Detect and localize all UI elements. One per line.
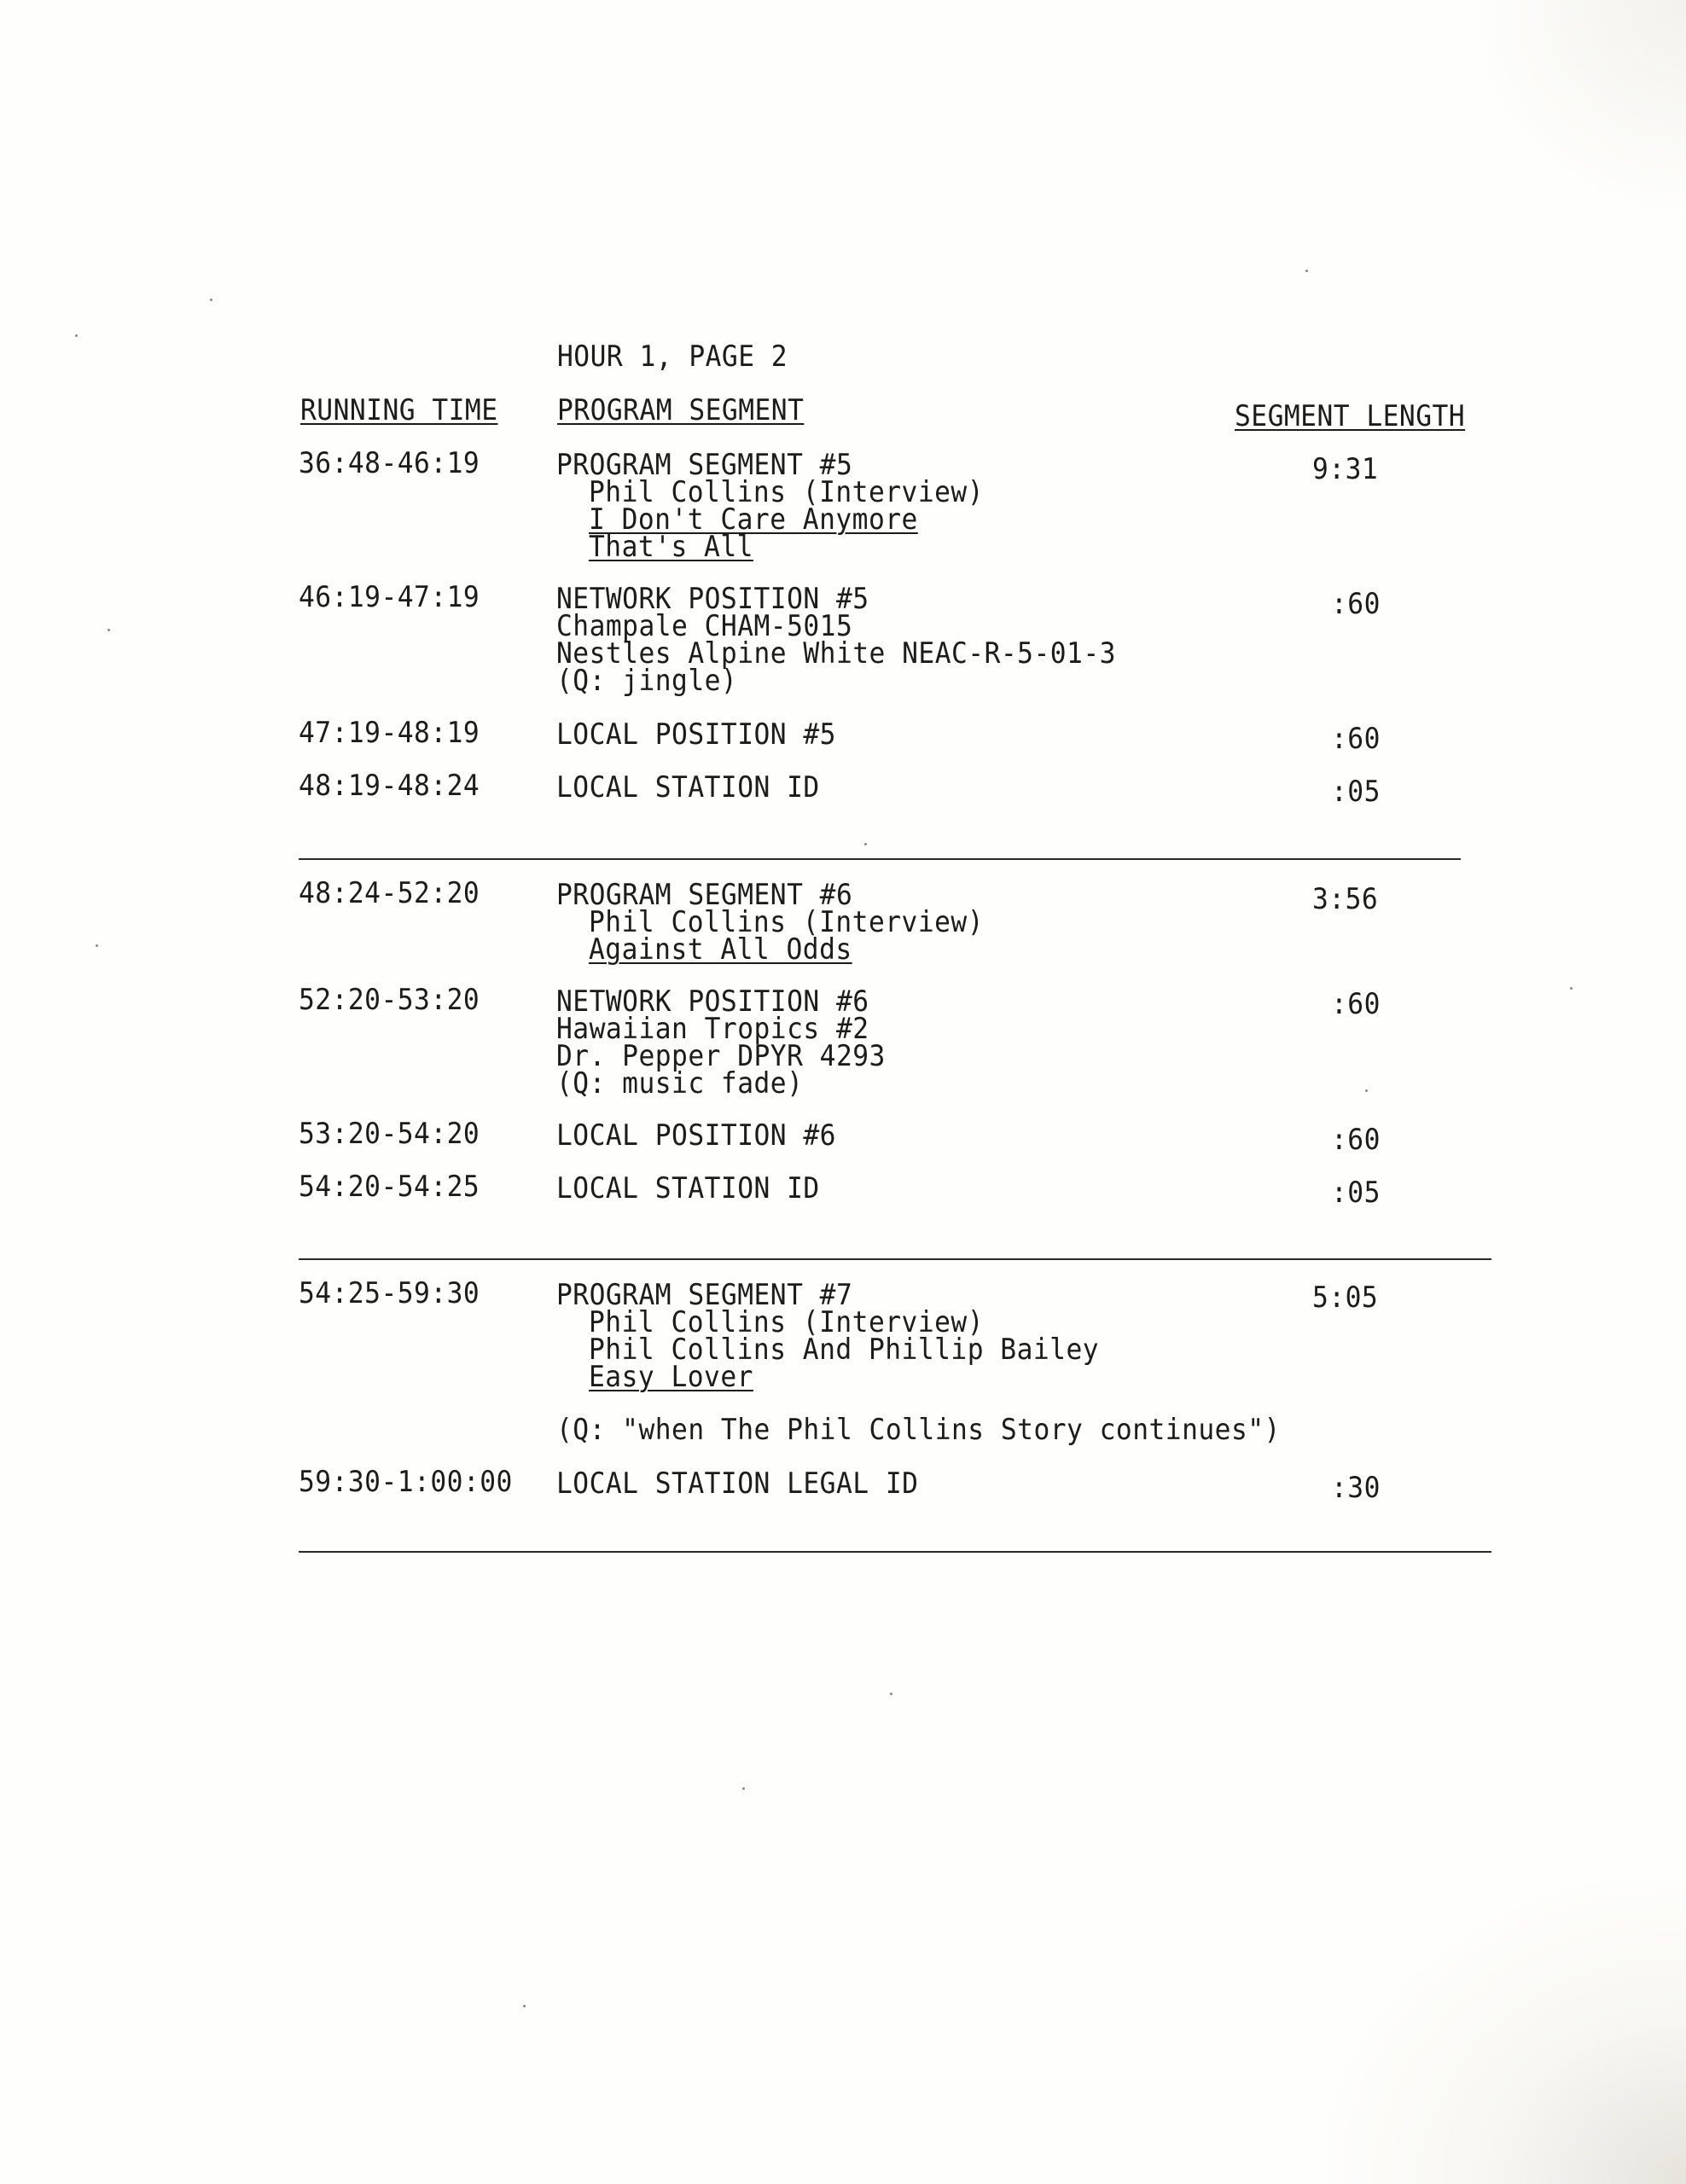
row-time: 53:20-54:20 bbox=[299, 1117, 480, 1151]
program-segment-header: PROGRAM SEGMENT bbox=[557, 393, 805, 427]
song-title: Easy Lover bbox=[589, 1360, 753, 1394]
row-time: 48:24-52:20 bbox=[299, 876, 480, 910]
dust-speck bbox=[1570, 987, 1573, 990]
dust-speck bbox=[108, 629, 110, 631]
page-label: HOUR 1, PAGE 2 bbox=[557, 340, 788, 374]
row-detail: Phil Collins (Interview) bbox=[589, 475, 985, 509]
row-title: PROGRAM SEGMENT #5 bbox=[556, 448, 853, 482]
row-detail: Hawaiian Tropics #2 bbox=[556, 1012, 869, 1046]
row-length: 5:05 bbox=[1312, 1281, 1379, 1315]
row-time: 46:19-47:19 bbox=[299, 580, 480, 614]
paper-shadow-top bbox=[1464, 0, 1686, 222]
row-time: 47:19-48:19 bbox=[299, 716, 480, 750]
row-length: :60 bbox=[1331, 587, 1381, 621]
dust-speck bbox=[1305, 270, 1308, 272]
segment-length-header: SEGMENT LENGTH bbox=[1235, 399, 1466, 433]
row-detail: Phil Collins (Interview) bbox=[589, 905, 985, 939]
running-time-header: RUNNING TIME bbox=[300, 393, 498, 427]
section-divider bbox=[299, 1258, 1491, 1260]
section-divider bbox=[299, 858, 1461, 860]
song-title: Against All Odds bbox=[589, 932, 852, 967]
row-title: PROGRAM SEGMENT #7 bbox=[556, 1278, 853, 1312]
row-length: :05 bbox=[1331, 1176, 1381, 1210]
row-title: LOCAL STATION LEGAL ID bbox=[556, 1467, 919, 1501]
dust-speck bbox=[864, 843, 867, 845]
row-length: :30 bbox=[1331, 1471, 1381, 1505]
row-detail: Champale CHAM-5015 bbox=[556, 609, 853, 643]
row-time: 36:48-46:19 bbox=[299, 446, 480, 480]
song-title: That's All bbox=[589, 530, 753, 564]
row-length: 9:31 bbox=[1312, 452, 1379, 486]
paper-shadow-bottom bbox=[1328, 1877, 1686, 2184]
row-title: LOCAL POSITION #6 bbox=[556, 1118, 836, 1153]
row-detail: Phil Collins And Phillip Bailey bbox=[589, 1333, 1100, 1367]
dust-speck bbox=[742, 1787, 745, 1790]
row-time: 54:20-54:25 bbox=[299, 1170, 480, 1204]
dust-speck bbox=[523, 2005, 526, 2007]
row-length: :60 bbox=[1331, 1123, 1381, 1157]
row-detail: (Q: music fade) bbox=[556, 1066, 804, 1101]
dust-speck bbox=[75, 334, 78, 337]
row-detail: (Q: jingle) bbox=[556, 664, 738, 698]
row-time: 59:30-1:00:00 bbox=[299, 1465, 513, 1499]
dust-speck bbox=[890, 1693, 892, 1695]
row-title: NETWORK POSITION #5 bbox=[556, 582, 869, 616]
dust-speck bbox=[1365, 1089, 1368, 1092]
dust-speck bbox=[210, 299, 212, 301]
dust-speck bbox=[96, 944, 98, 947]
row-detail: Dr. Pepper DPYR 4293 bbox=[556, 1039, 886, 1073]
cue-line: (Q: "when The Phil Collins Story continues") bbox=[556, 1413, 1281, 1447]
row-title: LOCAL STATION ID bbox=[556, 1171, 820, 1205]
section-divider bbox=[299, 1551, 1491, 1553]
row-title: NETWORK POSITION #6 bbox=[556, 985, 869, 1019]
row-length: :60 bbox=[1331, 987, 1381, 1021]
row-title: LOCAL STATION ID bbox=[556, 770, 820, 804]
row-time: 54:25-59:30 bbox=[299, 1276, 480, 1310]
row-length: 3:56 bbox=[1312, 882, 1379, 916]
row-title: LOCAL POSITION #5 bbox=[556, 717, 836, 752]
song-title: I Don't Care Anymore bbox=[589, 502, 918, 537]
row-detail: Phil Collins (Interview) bbox=[589, 1305, 985, 1339]
row-length: :60 bbox=[1331, 722, 1381, 756]
row-time: 48:19-48:24 bbox=[299, 769, 480, 803]
row-detail: Nestles Alpine White NEAC-R-5-01-3 bbox=[556, 636, 1116, 671]
row-length: :05 bbox=[1331, 775, 1381, 809]
row-title: PROGRAM SEGMENT #6 bbox=[556, 878, 853, 912]
row-time: 52:20-53:20 bbox=[299, 983, 480, 1017]
